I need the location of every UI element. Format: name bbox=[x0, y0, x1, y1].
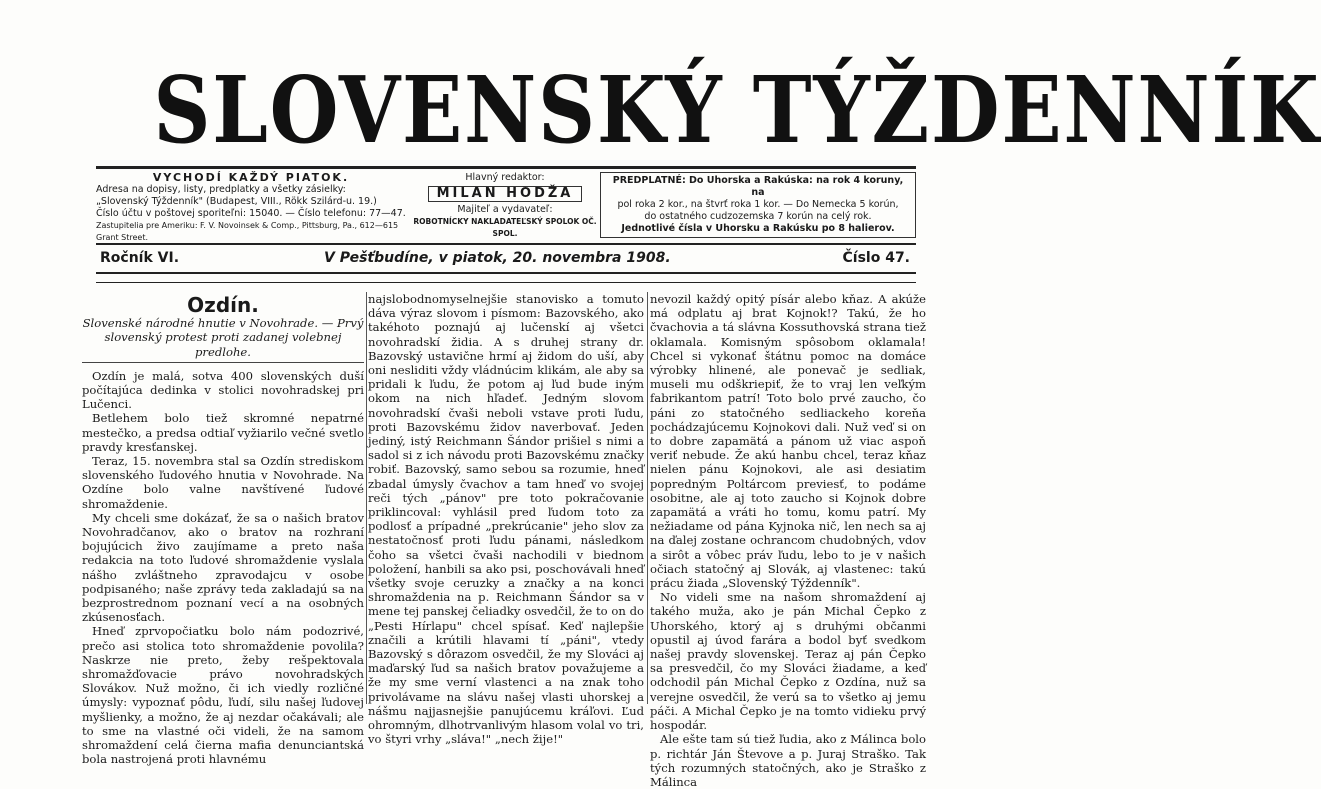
paragraph: Teraz, 15. novembra stal sa Ozdín strediskom slovenského ľudového hnutia v Novohrade. Na Ozdíne bolo valne navštívené ľudové shromaždenie. bbox=[82, 454, 364, 511]
article-column-2 bbox=[368, 292, 644, 747]
place-date: V Pešťbudíne, v piatok, 20. novembra 1908. bbox=[324, 250, 671, 266]
masthead bbox=[96, 52, 1321, 172]
publication-frequency: VYCHODÍ KAŽDÝ PIATOK. bbox=[152, 171, 350, 184]
volume: Ročník VI. bbox=[100, 250, 180, 266]
subscription-line: PREDPLATNÉ: Do Uhorska a Rakúska: na rok 4 koruny, na bbox=[612, 175, 904, 198]
address-line: „Slovenský Týždenník" (Budapest, VIII., Rökk Szilárd-u. 19.) bbox=[96, 196, 377, 207]
newspaper-title: SLOVENSKÝ TÝŽDENNÍK bbox=[153, 56, 1321, 164]
paragraph: Betlehem bolo tiež skromné nepatrné mestečko, a predsa odtiaľ vyžiarilo večné svetlo pravdy kresťanskej. bbox=[82, 411, 364, 454]
editor-label: Hlavný redaktor: bbox=[465, 172, 545, 183]
subscription-line: do ostatného cudzozemska 7 korún na celý rok. bbox=[644, 211, 872, 222]
account-line: Číslo účtu v poštovej sporiteľni: 15040. — Číslo telefonu: 77—47. bbox=[96, 208, 406, 219]
article-column-3 bbox=[650, 292, 926, 789]
editor-name: MILAN HODŽA bbox=[428, 186, 583, 202]
issue-rule bbox=[96, 272, 916, 274]
article-column-1 bbox=[82, 292, 364, 767]
subscription-line: pol roka 2 kor., na štvrť roka 1 kor. — Do Nemecka 5 korún, bbox=[617, 199, 899, 210]
paragraph: Ozdín je malá, sotva 400 slovenských duší počítajúca dedinka v stolici novohradskej pri Lučenci. bbox=[82, 368, 364, 412]
paragraph: My chceli sme dokázať, že sa o našich bratov Novohradčanov, ako o bratov na rozhraní bojujúcich živo zaujímame a preto naša redakcia na toto ľudové shromaždenie vyslala nášho zvláštneho zpravodajcu v osobe podpisaného; naše zprávy teda zakladajú sa na bezprostrednom poznaní vecí a na osobných zkúsenosťach. bbox=[82, 510, 364, 625]
column-divider bbox=[647, 292, 648, 704]
single-copy-price: Jednotlivé čísla v Uhorsku a Rakúsku po 8 halierov. bbox=[621, 223, 895, 234]
paragraph: najslobodnomyselnejšie stanovisko a tomuto dáva výraz slovom i písmom: Bazovského, ako takéhoto poznajú aj lučenskí aj všetci novohradskí židia. A s druhej strany dr. Bazovský ustavične hrmí aj židom do uší, aby oni nesliditi vždy vládnúcim klikám, ale aby sa pridali k ľudu, že potom aj ľud bude iným okom na nich hľadeť. Jedným slovom novohradskí čvaši neboli vstave proti ľudu, proti Bazovskému židov naverbovať. Jeden jediný, istý Reichmann Šándor prišiel s nimi a sadol si z ich návodu proti Bazovskému značky robiť. Bazovský, samo sebou sa rozumie, hneď zbadal úmysly čvachov a tam hneď vo svojej reči tých „pánov" pre toto pokračovanie priklincoval: vyhlásil pred ľudom toto za podlosť a prípadné „prekrúcanie" jeho slov za nestatočnosť proti ľudu pánami, následkom čoho sa všetci čvaši nachodili v biednom položení, hanbili sa ako psi, poschovávali hneď všetky svoje ceruzky a značky a na konci shromaždenia na p. Reichmann Šándor sa v mene tej panskej čeliadky osvedčil, že to on do „Pesti Hírlapu" chcel spísať. Keď najlepšie značili a krútili hlavami tí „páni", vtedy Bazovský s dôrazom osvedčil, že my Slováci aj maďarský ľud sa našich bratov považujeme a že my sme verní vlastenci a na znak toho privolávame na slávu našej vlasti uhorskej a nášmu najjasnejšie panujúcemu kráľovi. Ľud ohromným, dlhotrvanlivým hlasom volal vo tri, vo štyri vrhy „sláva!" „nech žije!" bbox=[368, 292, 644, 747]
issue-line bbox=[96, 246, 916, 272]
column-divider bbox=[366, 292, 367, 704]
address-line: Adresa na dopisy, listy, predplatky a všetky zásielky: bbox=[96, 184, 346, 195]
paragraph: nevozil každý opitý písár alebo kňaz. A akúže má odplatu aj brat Kojnok!? Takú, že ho čvachovia a tá slávna Kossuthovská strana tiež oklamala. Komisným spôsobom oklamala! Chcel si vykonať štátnu pomoc na domáce výrobky hlinené, ale ponevač je sedliak, museli mu odškriepiť, že to vraj len veľkým fabrikantom patrí! Toto bolo prvé zaucho, čo páni zo statočného sedliackeho koreňa pochádzajúcemu Kojnokovi dali. Nuž veď si on to dobre zapamätá a pánom už viac aspoň veriť nebude. Že akú hanbu chcel, teraz kňaz nielen pánu Kojnokovi, ale asi desiatim popredným Poltárcom previesť, to podáme osobitne, ale aj toto zaucho si Kojnok dobre zapamätá a vráti ho tomu, komu patrí. My nežiadame od pána Kyjnoka nič, len nech sa aj na ďalej zostane ochrancom chudobných, vdov a sirôt a vôbec práv ľudu, lebo to je v našich očiach statočný aj Slovák, aj vlastenec: takú prácu žiada „Slovenský Týždenník". bbox=[650, 292, 926, 591]
america-agents-line: Zastupitelia pre Ameriku: F. V. Novoinsek & Comp., Pittsburg, Pa., 612—615 Grant Street. bbox=[96, 221, 399, 242]
publisher-name: ROBOTNÍCKY NAKLADATEĽSKÝ SPOLOK OČ. SPOL. bbox=[413, 217, 597, 238]
info-mid-block bbox=[410, 172, 600, 252]
info-right-block bbox=[600, 172, 916, 252]
subscription-box bbox=[600, 172, 916, 238]
article-subtitle: Slovenské národné hnutie v Novohrade. — Prvý slovenský protest proti zadanej volebnej predlohe. bbox=[82, 316, 364, 363]
issue-number: Číslo 47. bbox=[842, 250, 910, 266]
paragraph: Ale ešte tam sú tiež ľudia, ako z Málinca bolo p. richtár Ján Števove a p. Juraj Straško. Tak tých rozumných statočných, ako je Straško z Málinca bbox=[650, 732, 926, 789]
paragraph: Hneď zprvopočiatku bolo nám podozrivé, prečo asi stolica toto shromaždenie povolila? Naskrze nie preto, žeby rešpektovala shromažďovacie právo novohradských Slovákov. Nuž možno, či ich viedly rozličné úmysly: vypoznať pôdu, ľudí, silu našej ľudovej myšlienky, a možno, že aj nezdar očakávali; ale to sme na vlastné oči videli, že na samom shromaždení celá čierna mafia denunciantská bola nastrojená proti hlavnému bbox=[82, 624, 364, 767]
issue-rule-thin bbox=[96, 282, 916, 283]
article-title: Ozdín. bbox=[187, 293, 259, 317]
info-rule bbox=[96, 243, 916, 245]
info-left-block bbox=[96, 172, 406, 252]
masthead-rule bbox=[96, 166, 916, 169]
publisher-label: Majiteľ a vydavateľ: bbox=[457, 204, 553, 215]
paragraph: No videli sme na našom shromaždení aj takého muža, ako je pán Michal Čepko z Uhorského, ktorý aj s druhými občanmi opustil aj úvod farára a bodol byť svedkom našej pravdy slovenskej. Teraz aj pán Čepko sa presvedčil, čo my Slováci žiadame, a keď odchodil pán Michal Čepko z Ozdína, nuž sa verejne osvedčil, že verú sa to všetko aj jemu páči. A Michal Čepko je na tomto vidieku prvý hospodár. bbox=[650, 590, 926, 733]
